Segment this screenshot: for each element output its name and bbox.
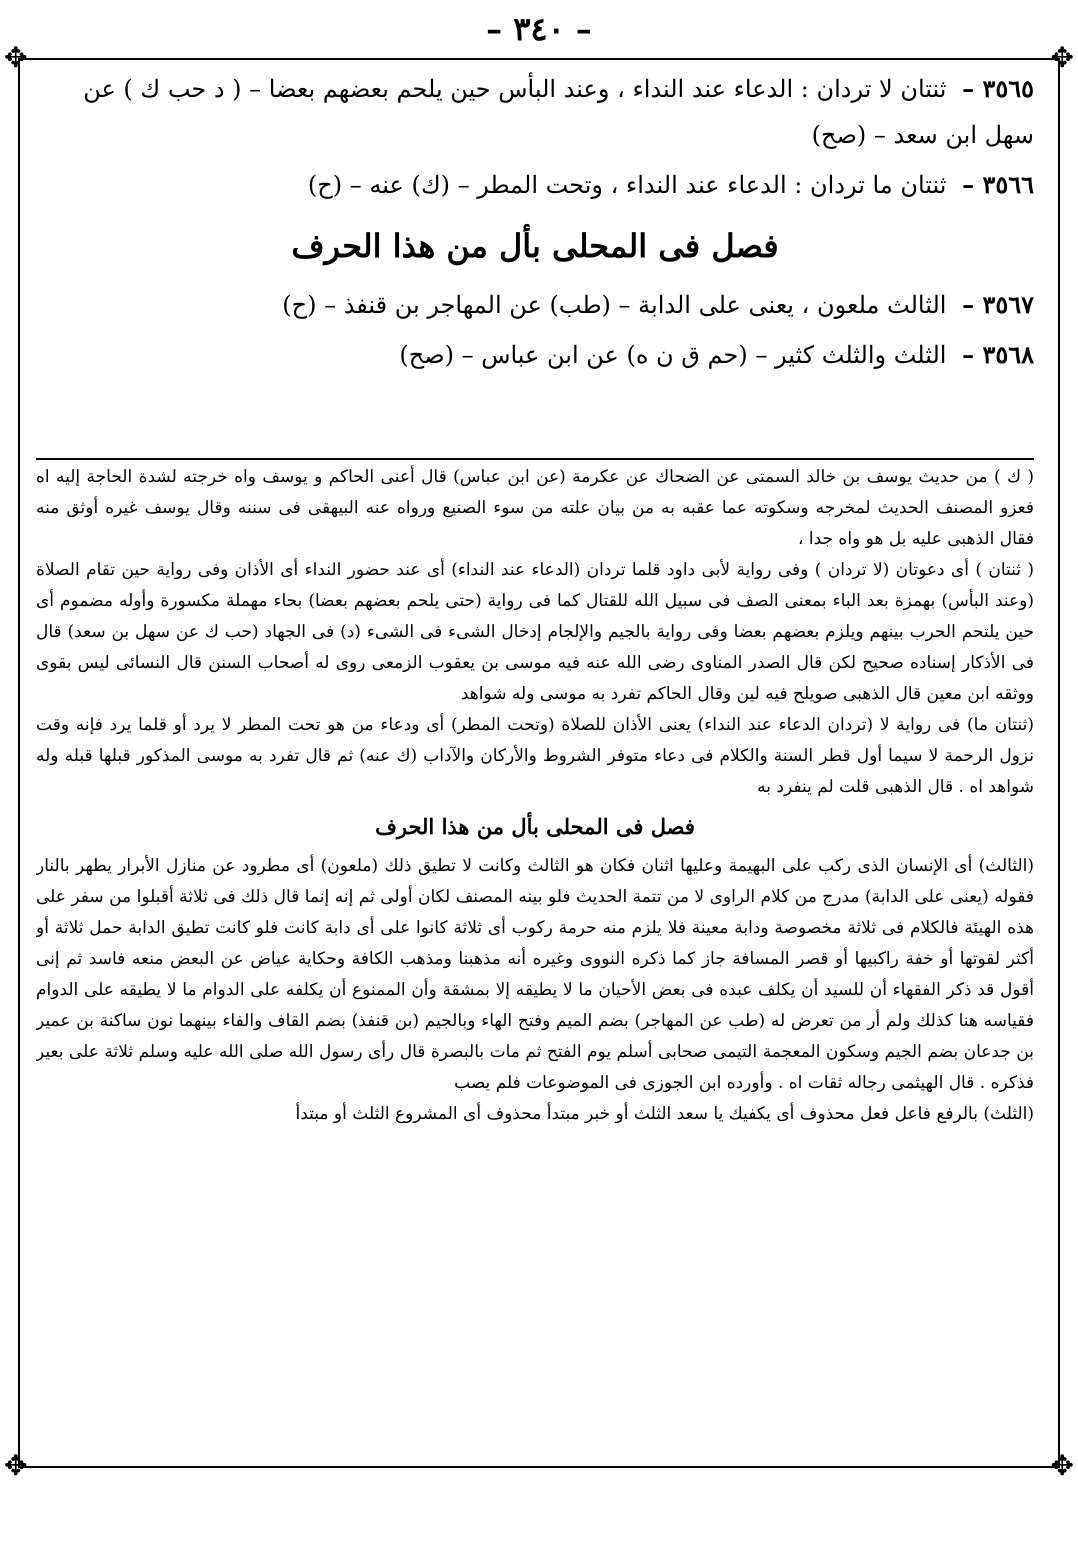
page-border-right [1058, 58, 1060, 1466]
page-border-bottom [18, 1466, 1060, 1468]
hadith-entry [36, 282, 1034, 328]
footnote-divider [36, 458, 1034, 460]
hadith-number: ٣٥٦٥ – [962, 74, 1034, 103]
hadith-text-block [36, 66, 1034, 382]
hadith-entry [36, 162, 1034, 208]
hadith-text: الثالث ملعون ، يعنى على الدابة – (طب) عن المهاجر بن قنفذ – (ح) [282, 291, 947, 319]
hadith-number: ٣٥٦٨ – [962, 340, 1034, 369]
page-number: – ٣٤٠ – [486, 10, 592, 48]
corner-ornament-icon: ✥ [1050, 41, 1074, 74]
corner-ornament-icon: ✥ [4, 41, 28, 74]
commentary-paragraph: (الثلث) بالرفع فاعل فعل محذوف أى يكفيك يا سعد الثلث أو خبر مبتدأ محذوف أى المشروع الثلث أو مبتدأ [295, 1104, 1034, 1124]
commentary-paragraph: ( ك ) من حديث يوسف بن خالد السمتى عن الضحاك عن عكرمة (عن ابن عباس) قال أعنى الحاكم و يوسف واه خرجته لشدة الحاجة إليه اه فعزو المصنف الحديث لمخرجه وسكوته عما عقبه به من بيان علته من سوء الصنيع ورواه عنه البيهقى فى سننه وقال يوسف غيره أوثق منه فقال الذهبى عليه بل هو واه جدا ، [36, 467, 1034, 549]
hadith-number: ٣٥٦٧ – [962, 290, 1034, 319]
hadith-number: ٣٥٦٦ – [962, 170, 1034, 199]
hadith-entry [36, 332, 1034, 378]
corner-ornament-icon: ✥ [1050, 1449, 1074, 1482]
corner-ornament-icon: ✥ [4, 1449, 28, 1482]
commentary-paragraph: (ثنتان ما) فى رواية لا (تردان الدعاء عند النداء) يعنى الأذان للصلاة (وتحت المطر) أى ودعاء من هو تحت المطر لا يرد أو قلما يرد فإنه وقت نزول الرحمة لا سيما أول قطر السنة والكلام فى دعاء متوفر الشروط والأركان والآداب (ك عنه) ثم قال تفرد به موسى المذكور قبلها قبله وله شواهد اه . قال الذهبى قلت لم ينفرد به [36, 715, 1034, 797]
hadith-text: ثنتان ما تردان : الدعاء عند النداء ، وتحت المطر – (ك) عنه – (ح) [307, 171, 947, 199]
page-border-top [18, 58, 1060, 60]
hadith-entry [36, 66, 1034, 158]
commentary-block [36, 462, 1034, 1464]
section-heading: فصل فى المحلى بأل من هذا الحرف [291, 227, 779, 265]
page-border-left [18, 58, 20, 1466]
hadith-text: الثلث والثلث كثير – (حم ق ن ه) عن ابن عباس – (صح) [399, 341, 947, 369]
commentary-paragraph: (الثالث) أى الإنسان الذى ركب على البهيمة وعليها اثنان فكان هو الثالث وكانت لا تطيق ذلك (ملعون) أى مطرود عن منازل الأبرار يطهر بالنار فقوله (يعنى على الدابة) مدرج من كلام الراوى لا من تتمة الحديث فلو بينه المصنف لكان أولى ثم إنه إنما قال ذلك فى ثلاثة أقبلوا من سفر على هذه الهيئة فالكلام فى ثلاثة مخصوصة ودابة معينة فلا يلزم منه حرمة ركوب أى ثلاثة كانوا على أى دابة كانت فلو كانت تطيق الدابة حمل ثلاثة أو أكثر لقوتها أو خفة راكبيها أو قصر المسافة جاز كما ذكره النووى وغيره أنه مذهبنا ومذهب الكافة وحكاية عياض عن البعض منعه فاسد ثم إنى أقول قد ذكر الفقهاء أن للسيد أن يكلف عبده فى بعض الأحيان ما لا يطيقه إلا بمشقة وأن الممنوع أن يكلفه على الدوام ما لا يطيقه على الدوام فقياسه هنا كذلك ولم أر من تعرض له (طب عن المهاجر) بضم الميم وفتح الهاء وبالجيم (بن قنفذ) بضم القاف والفاء بينهما نون ساكنة بن عمير بن جدعان بضم الجيم وسكون المعجمة التيمى صحابى أسلم يوم الفتح ثم مات بالبصرة قال رأى رسول الله صلى الله عليه وسلم ثلاثة على بعير فذكره . قال الهيثمى رجاله ثقات اه . وأورده ابن الجوزى فى الموضوعات فلم يصب [36, 856, 1034, 1093]
hadith-text: ثنتان لا تردان : الدعاء عند النداء ، وعند البأس حين يلحم بعضهم بعضا – ( د حب ك ) عن سهل ابن سعد – (صح) [83, 75, 1034, 149]
commentary-paragraph: ( ثنتان ) أى دعوتان (لا تردان ) وفى رواية لأبى داود قلما تردان (الدعاء عند النداء) أى عند حضور النداء أى الأذان وفى رواية حين تقام الصلاة (وعند البأس) بهمزة بعد الباء بمعنى الصف فى سبيل الله للقتال كما فى رواية (حتى يلحم بعضهم بعضا) بحاء مهملة مكسورة وأوله مضموم أى حين يلتحم الحرب بينهم ويلزم بعضهم بعضا وفى رواية بالجيم والإلجام إدخال الشىء فى الشىء (د) فى الجهاد (حب ك عن سهل بن سعد) قال فى الأذكار إسناده صحيح لكن قال الصدر المناوى رضى الله عنه فيه موسى بن يعقوب الزمعى روى له أصحاب السنن قال النسائى ليس بقوى ووثقه ابن معين قال الذهبى صويلح فيه لين وقال الحاكم تفرد به موسى وله شواهد [36, 560, 1034, 704]
commentary-section-heading: فصل فى المحلى بأل من هذا الحرف [375, 814, 695, 839]
